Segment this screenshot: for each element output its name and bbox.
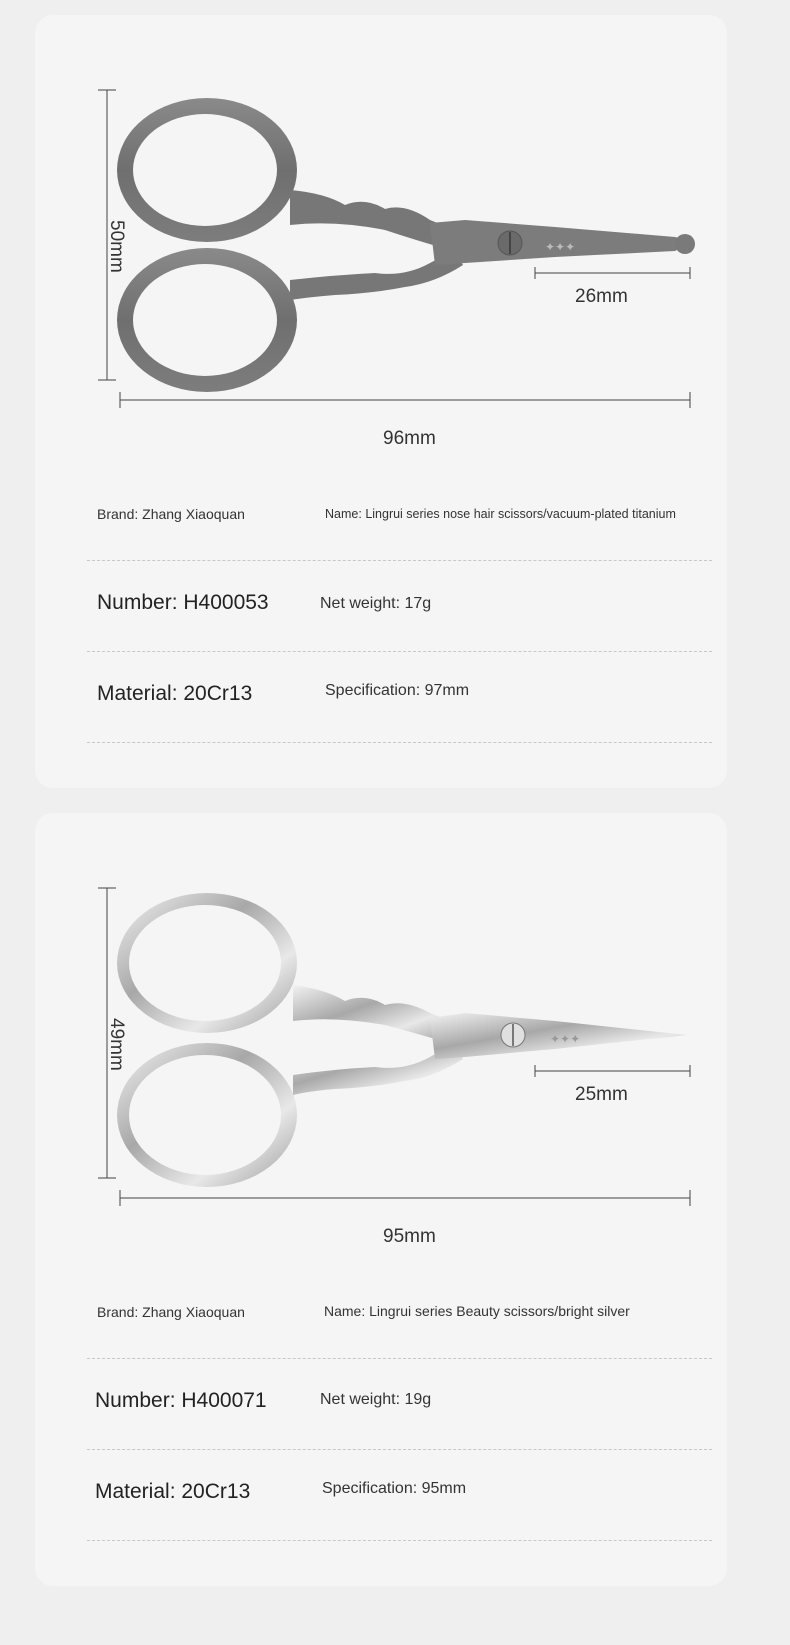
height-dimension-label: 50mm <box>106 220 127 273</box>
number-label: Number: <box>97 591 178 614</box>
length-dimension-label: 95mm <box>383 1226 436 1247</box>
scissors-figure <box>35 813 727 1273</box>
number-field <box>95 1389 267 1413</box>
name-field <box>325 507 676 521</box>
weight-label: Net weight: <box>320 1391 401 1408</box>
scissors-figure <box>35 15 727 475</box>
number-field <box>97 591 269 615</box>
weight-value: 19g <box>404 1391 432 1408</box>
number-label: Number: <box>95 1389 176 1412</box>
spec-field <box>322 1480 466 1498</box>
scissors-titanium-illustration <box>35 15 727 475</box>
name-value: Lingrui series nose hair scissors/vacuum-plated titanium <box>365 507 676 521</box>
number-value: H400071 <box>181 1389 267 1412</box>
length-dimension-label: 96mm <box>383 428 436 449</box>
spec-label: Specification: <box>322 1480 418 1497</box>
weight-value: 17g <box>404 595 432 612</box>
spec-row-brand-name <box>87 1268 712 1359</box>
product-card-silver <box>35 813 727 1586</box>
name-label: Name: <box>324 1303 366 1319</box>
name-value: Lingrui series Beauty scissors/bright silver <box>369 1303 630 1319</box>
material-field <box>97 682 252 706</box>
spec-value: 95mm <box>421 1480 467 1497</box>
brand-label: Brand: <box>97 1304 139 1320</box>
spec-value: 97mm <box>424 682 470 699</box>
product-card-titanium <box>35 15 727 788</box>
material-label: Material: <box>97 682 178 705</box>
spec-table <box>87 470 712 743</box>
brand-value: Zhang Xiaoquan <box>142 1304 245 1320</box>
material-value: 20Cr13 <box>181 1480 251 1503</box>
material-value: 20Cr13 <box>183 682 253 705</box>
spec-row-brand-name <box>87 470 712 561</box>
blade-dimension-label: 26mm <box>575 286 628 307</box>
spec-field <box>325 682 469 700</box>
number-value: H400053 <box>183 591 269 614</box>
brand-label: Brand: <box>97 506 139 522</box>
brand-field <box>97 1304 245 1320</box>
name-field <box>324 1303 630 1319</box>
engraving-mark: ✦✦✦ <box>550 1032 581 1046</box>
spec-row-material-spec <box>87 652 712 743</box>
spec-row-number-weight <box>87 1359 712 1450</box>
material-label: Material: <box>95 1480 176 1503</box>
spec-table <box>87 1268 712 1541</box>
weight-label: Net weight: <box>320 595 401 612</box>
brand-field <box>97 506 245 522</box>
spec-label: Specification: <box>325 682 421 699</box>
blade-dimension-label: 25mm <box>575 1084 628 1105</box>
name-label: Name: <box>325 507 362 521</box>
scissors-silver-illustration <box>35 813 727 1273</box>
weight-field <box>320 1391 431 1409</box>
material-field <box>95 1480 250 1504</box>
weight-field <box>320 595 431 613</box>
height-dimension-label: 49mm <box>106 1018 127 1071</box>
engraving-mark: ✦✦✦ <box>545 240 576 254</box>
spec-row-material-spec <box>87 1450 712 1541</box>
spec-row-number-weight <box>87 561 712 652</box>
brand-value: Zhang Xiaoquan <box>142 506 245 522</box>
